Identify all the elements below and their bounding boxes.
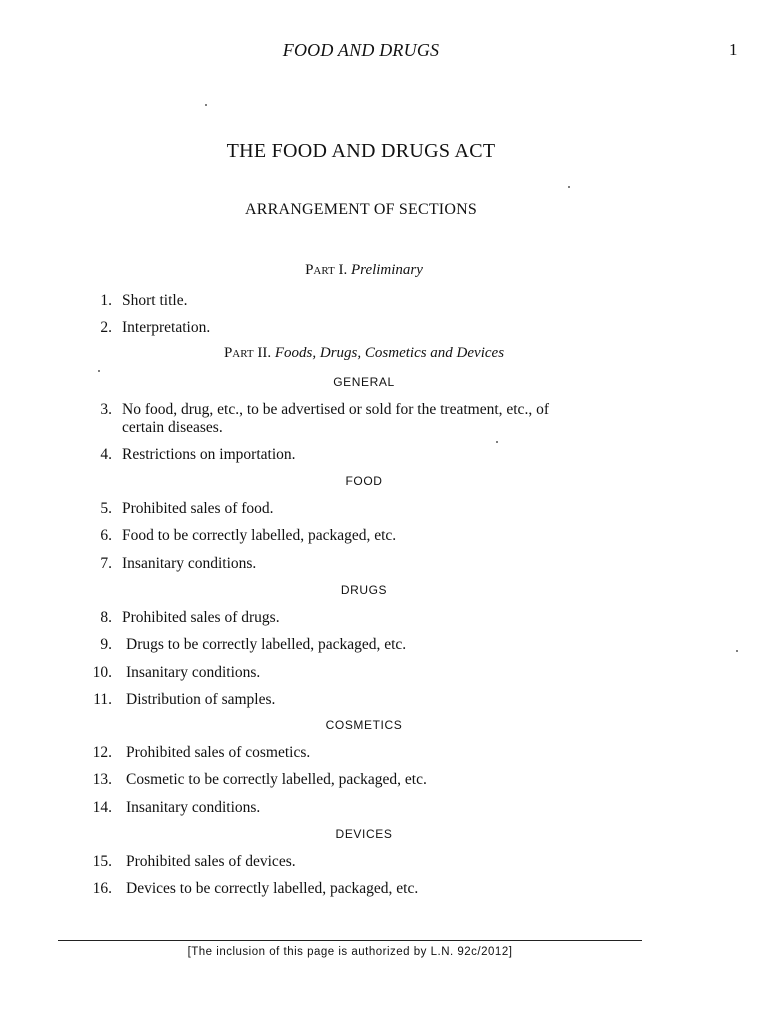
subheading-drugs: DRUGS <box>340 583 388 597</box>
section-title: Restrictions on importation. <box>122 446 296 463</box>
section-title: Devices to be correctly labelled, packaged, etc. <box>126 880 419 897</box>
subheading-devices: DEVICES <box>335 827 393 841</box>
section-number: 5. <box>100 500 112 517</box>
section-title: No food, drug, etc., to be advertised or sold for the treatment, etc., of <box>122 401 549 418</box>
section-title: Drugs to be correctly labelled, packaged, etc. <box>126 636 407 653</box>
section-title: Cosmetic to be correctly labelled, packaged, etc. <box>126 771 427 788</box>
subheading-food: FOOD <box>345 474 383 488</box>
page-number: 1 <box>729 40 738 59</box>
part-1-label: Part I. <box>305 262 348 278</box>
section-title-continuation: certain diseases. <box>122 419 223 436</box>
section-number: 2. <box>100 319 112 336</box>
act-title: THE FOOD AND DRUGS ACT <box>226 140 496 162</box>
section-title: Insanitary conditions. <box>126 664 261 681</box>
part-1-description: Preliminary <box>351 262 423 278</box>
section-title: Prohibited sales of food. <box>122 500 274 517</box>
scan-speck <box>496 441 498 443</box>
section-number: 6. <box>100 527 112 544</box>
section-number: 3. <box>100 401 112 418</box>
part-2-description: Foods, Drugs, Cosmetics and Devices <box>274 345 505 361</box>
section-number: 7. <box>100 555 112 572</box>
part-1-heading <box>0 262 728 279</box>
section-title: Food to be correctly labelled, packaged, etc. <box>122 527 397 544</box>
section-number: 15. <box>92 853 112 870</box>
section-title: Insanitary conditions. <box>122 555 257 572</box>
subheading-cosmetics: COSMETICS <box>325 718 403 732</box>
section-title: Distribution of samples. <box>126 691 276 708</box>
section-number: 16. <box>92 880 112 897</box>
scan-speck <box>98 370 100 372</box>
section-title: Interpretation. <box>122 319 211 336</box>
section-number: 8. <box>100 609 112 626</box>
section-number: 13. <box>92 771 112 788</box>
subheading-general: GENERAL <box>333 375 395 389</box>
section-number: 9. <box>100 636 112 653</box>
scan-speck <box>205 104 207 106</box>
section-number: 1. <box>100 292 112 309</box>
section-number: 12. <box>92 744 112 761</box>
footer-rule <box>58 940 642 941</box>
footer-note: [The inclusion of this page is authorized by L.N. 92c/2012] <box>187 946 513 958</box>
part-2-heading <box>0 345 728 362</box>
section-title: Prohibited sales of drugs. <box>122 609 280 626</box>
section-number: 14. <box>92 799 112 816</box>
section-number: 10. <box>92 664 112 681</box>
scan-speck <box>568 186 570 188</box>
section-number: 4. <box>100 446 112 463</box>
arrangement-heading: ARRANGEMENT OF SECTIONS <box>245 201 477 218</box>
section-title: Short title. <box>122 292 188 309</box>
section-number: 11. <box>93 691 112 708</box>
scan-speck <box>736 650 738 652</box>
part-2-label: Part II. <box>223 345 272 361</box>
section-title: Prohibited sales of devices. <box>126 853 296 870</box>
section-title: Prohibited sales of cosmetics. <box>126 744 311 761</box>
running-head: FOOD AND DRUGS <box>282 40 440 60</box>
section-title: Insanitary conditions. <box>126 799 261 816</box>
